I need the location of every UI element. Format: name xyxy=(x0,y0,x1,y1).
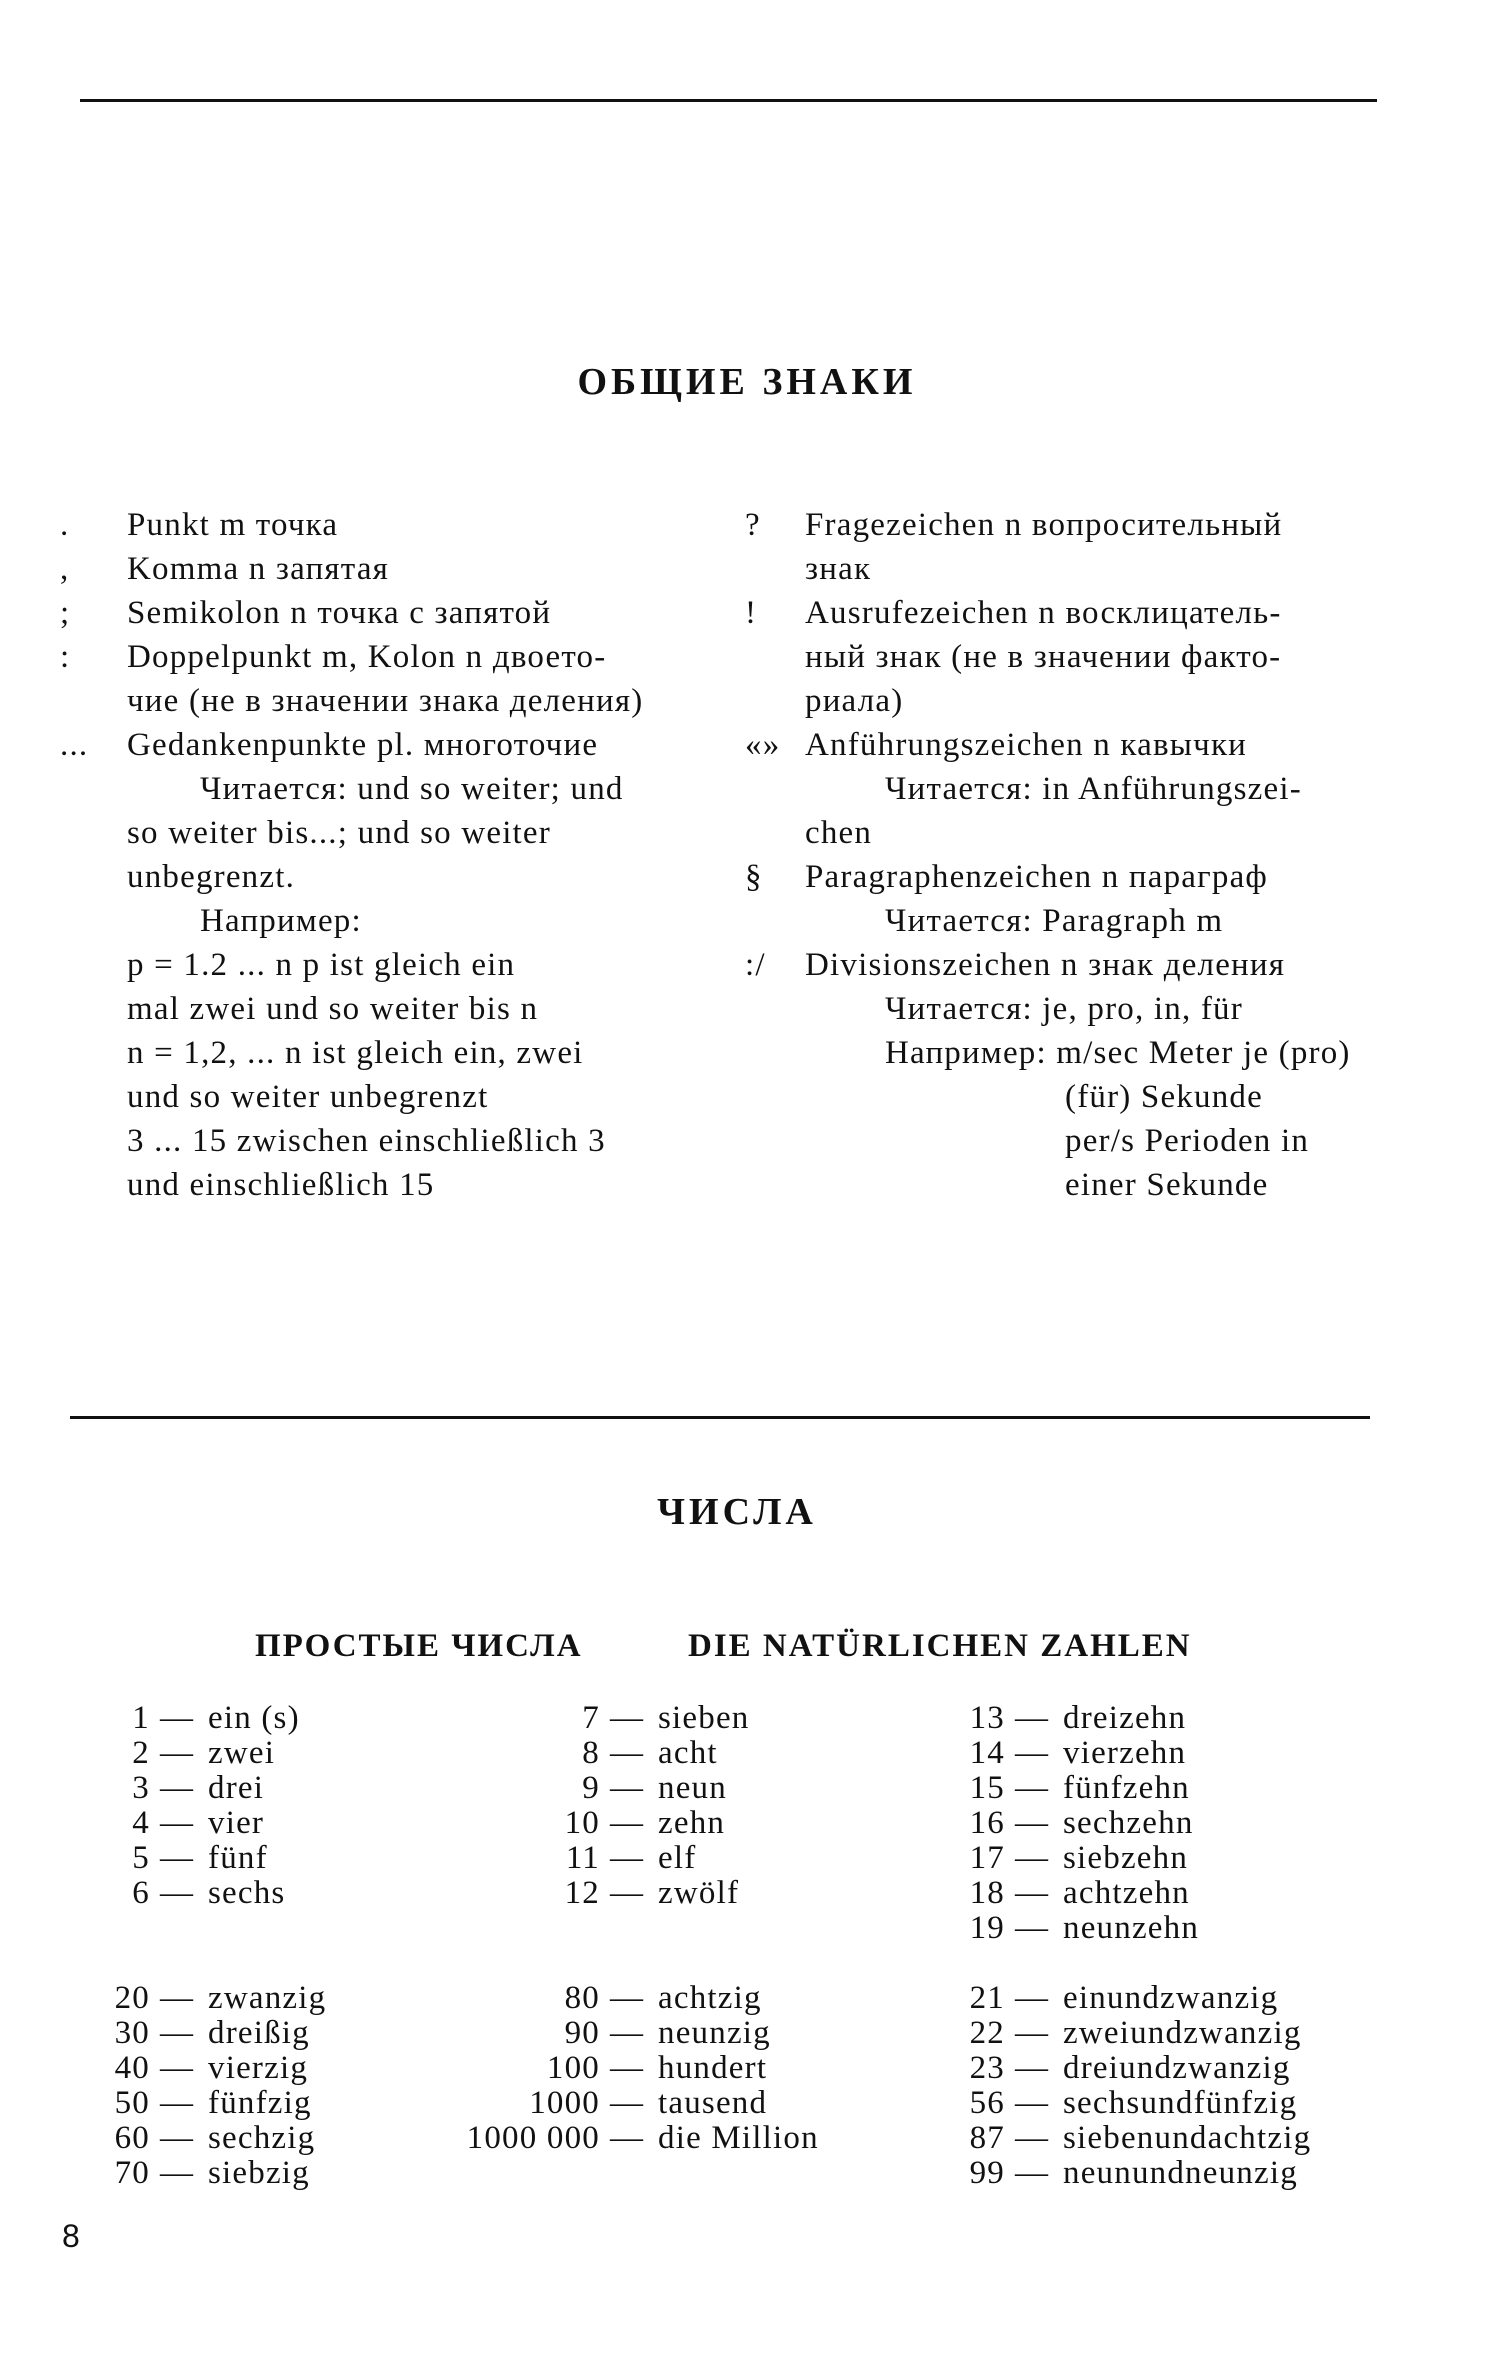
number-word: sechs xyxy=(208,1875,286,1911)
number-dash: — xyxy=(610,2015,645,2051)
sign-line xyxy=(60,635,720,679)
number-dash: — xyxy=(1015,1700,1050,1736)
number-word: sieben xyxy=(658,1700,750,1736)
number-dash: — xyxy=(160,2120,195,2156)
signs-right-column xyxy=(745,503,1385,1207)
number-dash: — xyxy=(1015,2015,1050,2051)
number-row xyxy=(0,1805,1494,1840)
number-digit: 40 xyxy=(114,2050,150,2086)
number-word: vierzig xyxy=(208,2050,309,2086)
sign-text: so weiter bis...; und so weiter xyxy=(127,815,551,851)
number-row xyxy=(0,2085,1494,2120)
number-digit: 56 xyxy=(969,2085,1005,2121)
number-word: neun xyxy=(658,1770,727,1806)
number-digit: 7 xyxy=(582,1700,600,1736)
number-dash: — xyxy=(160,1735,195,1771)
number-dash: — xyxy=(1015,1770,1050,1806)
sign-line xyxy=(60,767,720,811)
sign-text: chen xyxy=(805,815,873,851)
number-word: hundert xyxy=(658,2050,768,2086)
page-number: 8 xyxy=(62,2218,81,2254)
number-digit: 1000 xyxy=(529,2085,600,2121)
number-word: achtzig xyxy=(658,1980,762,2016)
sign-text: ный знак (не в значении факто- xyxy=(805,639,1282,675)
number-digit: 20 xyxy=(114,1980,150,2016)
sign-line xyxy=(745,943,1385,987)
sign-mark: ! xyxy=(745,595,758,631)
sign-text: Например: m/sec Meter je (pro) xyxy=(885,1035,1351,1071)
number-dash: — xyxy=(1015,2155,1050,2191)
sign-mark: : xyxy=(60,639,71,675)
sign-line xyxy=(60,1119,720,1163)
number-dash: — xyxy=(160,1770,195,1806)
middle-rule xyxy=(70,1416,1370,1419)
number-word: siebzehn xyxy=(1063,1840,1189,1876)
subtitle-russian: ПРОСТЫЕ ЧИСЛА xyxy=(255,1628,583,1664)
number-digit: 87 xyxy=(969,2120,1005,2156)
sign-text: und einschließlich 15 xyxy=(127,1167,435,1203)
number-word: zweiundzwanzig xyxy=(1063,2015,1302,2051)
sign-mark: ... xyxy=(60,727,89,763)
number-word: elf xyxy=(658,1840,697,1876)
number-word: neunundneunzig xyxy=(1063,2155,1298,2191)
number-digit: 23 xyxy=(969,2050,1005,2086)
sign-line xyxy=(745,1031,1385,1075)
number-digit: 10 xyxy=(564,1805,600,1841)
signs-left-column xyxy=(60,503,720,1207)
sign-line xyxy=(745,1075,1385,1119)
sign-line xyxy=(60,679,720,723)
number-word: zwölf xyxy=(658,1875,740,1911)
number-row xyxy=(0,2155,1494,2190)
number-digit: 17 xyxy=(969,1840,1005,1876)
number-digit: 18 xyxy=(969,1875,1005,1911)
number-digit: 1 xyxy=(132,1700,150,1736)
number-digit: 3 xyxy=(132,1770,150,1806)
number-dash: — xyxy=(160,2085,195,2121)
number-dash: — xyxy=(1015,1805,1050,1841)
number-dash: — xyxy=(1015,1840,1050,1876)
number-row xyxy=(0,1980,1494,2015)
number-digit: 80 xyxy=(564,1980,600,2016)
sign-line xyxy=(745,723,1385,767)
sign-text: Fragezeichen n вопросительный xyxy=(805,507,1283,543)
number-digit: 90 xyxy=(564,2015,600,2051)
number-dash: — xyxy=(610,2120,645,2156)
number-word: zwei xyxy=(208,1735,276,1771)
number-word: fünfzig xyxy=(208,2085,312,2121)
number-digit: 6 xyxy=(132,1875,150,1911)
number-dash: — xyxy=(160,1805,195,1841)
sign-line xyxy=(745,547,1385,591)
number-word: fünfzehn xyxy=(1063,1770,1190,1806)
number-dash: — xyxy=(1015,2050,1050,2086)
number-dash: — xyxy=(1015,1980,1050,2016)
sign-text: Читается: je, pro, in, für xyxy=(885,991,1243,1027)
number-word: dreiundzwanzig xyxy=(1063,2050,1291,2086)
sign-line xyxy=(60,943,720,987)
sign-line xyxy=(745,1119,1385,1163)
sign-mark: , xyxy=(60,551,70,587)
number-dash: — xyxy=(610,1980,645,2016)
number-digit: 11 xyxy=(565,1840,600,1876)
number-word: acht xyxy=(658,1735,718,1771)
number-row xyxy=(0,1875,1494,1910)
sign-text: Читается: und so weiter; und xyxy=(200,771,624,807)
number-word: vier xyxy=(208,1805,265,1841)
number-dash: — xyxy=(1015,1735,1050,1771)
number-digit: 30 xyxy=(114,2015,150,2051)
number-dash: — xyxy=(160,1980,195,2016)
number-word: zwanzig xyxy=(208,1980,327,2016)
number-word: zehn xyxy=(658,1805,726,1841)
number-digit: 4 xyxy=(132,1805,150,1841)
sign-line xyxy=(745,503,1385,547)
number-word: die Million xyxy=(658,2120,819,2156)
sign-line xyxy=(745,591,1385,635)
number-word: achtzehn xyxy=(1063,1875,1190,1911)
number-row xyxy=(0,2015,1494,2050)
sign-text: und so weiter unbegrenzt xyxy=(127,1079,489,1115)
sign-text: per/s Perioden in xyxy=(1065,1123,1310,1159)
number-dash: — xyxy=(610,1700,645,1736)
number-dash: — xyxy=(610,2085,645,2121)
sign-mark: . xyxy=(60,507,70,543)
sign-mark: ? xyxy=(745,507,761,543)
number-digit: 5 xyxy=(132,1840,150,1876)
sign-line xyxy=(745,679,1385,723)
sign-mark: ; xyxy=(60,595,71,631)
number-dash: — xyxy=(610,1805,645,1841)
sign-line xyxy=(745,811,1385,855)
sign-line xyxy=(745,855,1385,899)
number-dash: — xyxy=(610,1875,645,1911)
sign-line xyxy=(60,503,720,547)
sign-line xyxy=(60,987,720,1031)
sign-text: Читается: in Anführungszei- xyxy=(885,771,1302,807)
sign-line xyxy=(60,723,720,767)
sign-line xyxy=(60,899,720,943)
number-dash: — xyxy=(160,1840,195,1876)
sign-mark: :/ xyxy=(745,947,766,983)
sign-text: чие (не в значении знака деления) xyxy=(127,683,644,719)
number-dash: — xyxy=(160,2050,195,2086)
number-word: dreißig xyxy=(208,2015,310,2051)
sign-text: n = 1,2, ... n ist gleich ein, zwei xyxy=(127,1035,584,1071)
number-word: drei xyxy=(208,1770,265,1806)
number-digit: 14 xyxy=(969,1735,1005,1771)
sign-text: Paragraphenzeichen n параграф xyxy=(805,859,1268,895)
number-digit: 1000 000 xyxy=(466,2120,600,2156)
number-dash: — xyxy=(160,1700,195,1736)
sign-text: einer Sekunde xyxy=(1065,1167,1269,1203)
sign-mark: § xyxy=(745,859,763,895)
sign-text: Ausrufezeichen n восклицатель- xyxy=(805,595,1282,631)
number-dash: — xyxy=(1015,2120,1050,2156)
number-word: vierzehn xyxy=(1063,1735,1187,1771)
number-digit: 21 xyxy=(969,1980,1005,2016)
sign-line xyxy=(60,591,720,635)
number-dash: — xyxy=(610,1735,645,1771)
number-row xyxy=(0,1735,1494,1770)
number-word: tausend xyxy=(658,2085,768,2121)
number-row xyxy=(0,2120,1494,2155)
sign-text: Gedankenpunkte pl. многоточие xyxy=(127,727,599,763)
number-row xyxy=(0,1840,1494,1875)
number-word: sechzig xyxy=(208,2120,316,2156)
number-digit: 8 xyxy=(582,1735,600,1771)
sign-line xyxy=(745,767,1385,811)
sign-text: Divisionszeichen n знак деления xyxy=(805,947,1286,983)
number-word: sechzehn xyxy=(1063,1805,1194,1841)
sign-text: риала) xyxy=(805,683,904,719)
number-word: sechsundfünfzig xyxy=(1063,2085,1298,2121)
number-word: dreizehn xyxy=(1063,1700,1187,1736)
number-digit: 15 xyxy=(969,1770,1005,1806)
sign-line xyxy=(60,1163,720,1207)
number-digit: 19 xyxy=(969,1910,1005,1946)
number-digit: 16 xyxy=(969,1805,1005,1841)
number-word: siebenundachtzig xyxy=(1063,2120,1312,2156)
sign-text: p = 1.2 ... n p ist gleich ein xyxy=(127,947,516,983)
number-word: siebzig xyxy=(208,2155,310,2191)
sign-text: Punkt m точка xyxy=(127,507,339,543)
number-word: neunzehn xyxy=(1063,1910,1200,1946)
number-dash: — xyxy=(610,1770,645,1806)
sign-line xyxy=(745,635,1385,679)
number-word: neunzig xyxy=(658,2015,771,2051)
sign-mark: «» xyxy=(745,727,781,763)
sign-text: знак xyxy=(805,551,872,587)
number-dash: — xyxy=(610,1840,645,1876)
sign-line xyxy=(60,547,720,591)
sign-text: Например: xyxy=(200,903,362,939)
number-digit: 60 xyxy=(114,2120,150,2156)
number-dash: — xyxy=(1015,2085,1050,2121)
sign-line xyxy=(60,811,720,855)
subtitle-german: DIE NATÜRLICHEN ZAHLEN xyxy=(688,1628,1192,1664)
sign-line xyxy=(60,1031,720,1075)
sign-text: Komma n запятая xyxy=(127,551,390,587)
sign-line xyxy=(745,1163,1385,1207)
sign-text: 3 ... 15 zwischen einschließlich 3 xyxy=(127,1123,606,1159)
number-digit: 2 xyxy=(132,1735,150,1771)
number-digit: 50 xyxy=(114,2085,150,2121)
number-word: einundzwanzig xyxy=(1063,1980,1279,2016)
number-row xyxy=(0,1770,1494,1805)
number-dash: — xyxy=(160,1875,195,1911)
number-digit: 22 xyxy=(969,2015,1005,2051)
number-dash: — xyxy=(160,2015,195,2051)
sign-text: Anführungszeichen n кавычки xyxy=(805,727,1248,763)
sign-line xyxy=(60,1075,720,1119)
top-rule xyxy=(80,99,1377,102)
sign-line xyxy=(745,899,1385,943)
sign-text: Semikolon n точка с запятой xyxy=(127,595,552,631)
number-digit: 12 xyxy=(564,1875,600,1911)
sign-text: Doppelpunkt m, Kolon n двоето- xyxy=(127,639,607,675)
number-dash: — xyxy=(610,2050,645,2086)
sign-text: mal zwei und so weiter bis n xyxy=(127,991,539,1027)
number-row xyxy=(0,1910,1494,1945)
number-dash: — xyxy=(1015,1875,1050,1911)
number-digit: 70 xyxy=(114,2155,150,2191)
number-digit: 99 xyxy=(969,2155,1005,2191)
number-word: fünf xyxy=(208,1840,268,1876)
number-row xyxy=(0,2050,1494,2085)
sign-line xyxy=(60,855,720,899)
sign-text: unbegrenzt. xyxy=(127,859,296,895)
number-word: ein (s) xyxy=(208,1700,300,1736)
number-dash: — xyxy=(1015,1910,1050,1946)
sign-line xyxy=(745,987,1385,1031)
sign-text: Читается: Paragraph m xyxy=(885,903,1224,939)
number-digit: 9 xyxy=(582,1770,600,1806)
section-title-numbers: ЧИСЛА xyxy=(657,1491,817,1533)
number-digit: 100 xyxy=(546,2050,600,2086)
section-title-signs: ОБЩИЕ ЗНАКИ xyxy=(577,361,917,403)
number-digit: 13 xyxy=(969,1700,1005,1736)
number-row xyxy=(0,1700,1494,1735)
number-dash: — xyxy=(160,2155,195,2191)
sign-text: (für) Sekunde xyxy=(1065,1079,1263,1115)
